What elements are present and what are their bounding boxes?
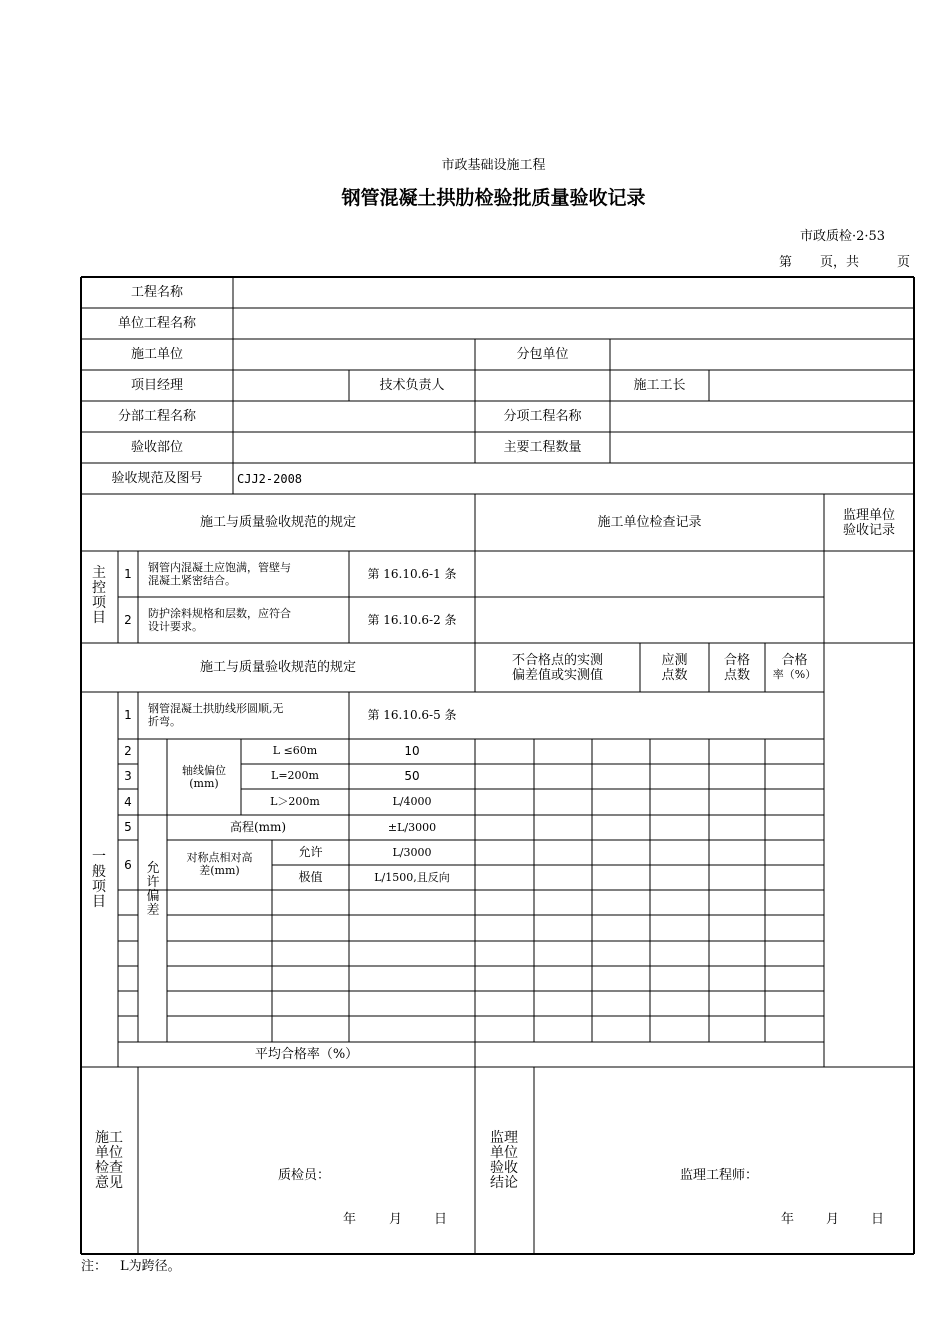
- supervision-header-1: 监理单位: [842, 508, 895, 523]
- inspector-label: 质检员：: [278, 1168, 331, 1183]
- main-rules-header: 施工与质量验收规范的规定: [199, 515, 356, 530]
- gen-row-3-cond: L=200m: [271, 769, 319, 782]
- general-rules-header: 施工与质量验收规范的规定: [199, 660, 356, 675]
- average-pass-rate-label: 平均合格率（%）: [254, 1047, 359, 1062]
- sym-allow-label: 允许: [298, 845, 323, 859]
- axis-label-2: (mm): [189, 777, 219, 790]
- gen-row-4-no: 4: [124, 795, 132, 809]
- measured-header-1: 不合格点的实测: [511, 653, 603, 668]
- should-header-2: 点数: [661, 668, 688, 683]
- should-header-1: 应测: [661, 653, 688, 668]
- sym-allow-value: L/3000: [392, 846, 432, 859]
- mc-item-1-text-2: 混凝土紧密结合。: [148, 574, 236, 587]
- constructor-opinion-label: 施工单位检查意见: [95, 1130, 123, 1191]
- label-main-quantity: 主要工程数量: [503, 440, 582, 455]
- mc-item-2-text-1: 防护涂料规格和层数，应符合: [148, 607, 291, 620]
- axis-label-1: 轴线偏位: [182, 764, 226, 777]
- page-label-di: 第: [779, 255, 793, 270]
- form-number: 市政质检·2·53: [800, 229, 886, 244]
- check-record-header: 施工单位检查记录: [597, 515, 702, 530]
- main-control-label: 主控项目: [92, 565, 106, 626]
- rate-header-2: 率（%）: [772, 668, 817, 681]
- constructor-month: 月: [389, 1212, 403, 1227]
- engineer-label: 监理工程师：: [680, 1168, 759, 1183]
- label-division-name: 分部工程名称: [117, 409, 196, 424]
- label-subitem-name: 分项工程名称: [503, 409, 582, 424]
- measured-header-2: 偏差值或实测值: [511, 668, 603, 683]
- supervision-year: 年: [781, 1212, 795, 1227]
- constructor-day: 日: [434, 1212, 448, 1227]
- label-tech-lead: 技术负责人: [379, 378, 445, 393]
- sym-limit-label: 极值: [298, 870, 323, 884]
- supervision-header-2: 验收记录: [842, 523, 895, 538]
- supervision-conclusion-label: 监理单位验收结论: [490, 1130, 518, 1191]
- form-subtitle: 市政基础设施工程: [441, 158, 546, 173]
- label-project-manager: 项目经理: [130, 378, 183, 393]
- sym-label-2: 差(mm): [199, 864, 240, 877]
- label-spec: 验收规范及图号: [111, 471, 203, 486]
- sym-label-1: 对称点相对高: [186, 851, 253, 864]
- page-label-ye-gong: 页，共: [820, 255, 860, 270]
- label-acceptance-part: 验收部位: [130, 440, 183, 455]
- passed-header-2: 点数: [723, 668, 750, 683]
- form-title: 钢管混凝土拱肋检验批质量验收记录: [341, 187, 646, 209]
- label-construction-unit: 施工单位: [130, 347, 183, 362]
- note-text: L为跨径。: [120, 1259, 181, 1274]
- label-project-name: 工程名称: [130, 285, 183, 300]
- gen-item-1-text-2: 折弯。: [148, 715, 181, 728]
- gen-row-5-no: 5: [124, 820, 132, 834]
- page-label-ye: 页: [897, 255, 911, 270]
- note-label: 注：: [81, 1259, 108, 1274]
- passed-header-1: 合格: [723, 653, 750, 668]
- allow-deviation-label: 允许偏差: [146, 861, 160, 918]
- gen-item-1-text-1: 钢管混凝土拱肋线形圆顺,无: [148, 702, 284, 715]
- label-foreman: 施工工长: [633, 378, 686, 393]
- mc-item-1-clause: 第 16.10.6-1 条: [367, 567, 457, 581]
- gen-row-6-no: 6: [124, 858, 132, 872]
- mc-item-1-text-1: 钢管内混凝土应饱满，管壁与: [148, 561, 291, 574]
- constructor-year: 年: [343, 1212, 357, 1227]
- gen-item-1-clause: 第 16.10.6-5 条: [367, 708, 457, 722]
- rate-header-1: 合格: [781, 653, 808, 668]
- label-unit-project-name: 单位工程名称: [117, 316, 196, 331]
- spec-value: CJJ2-2008: [237, 472, 303, 486]
- gen-row-2-no: 2: [124, 744, 132, 758]
- gen-row-4-cond: L＞200m: [270, 795, 320, 808]
- general-label: 一般项目: [92, 849, 106, 910]
- label-subcontract-unit: 分包单位: [516, 347, 569, 362]
- mc-item-2-clause: 第 16.10.6-2 条: [367, 613, 457, 627]
- supervision-month: 月: [826, 1212, 840, 1227]
- gen-row-4-value: L/4000: [392, 795, 432, 808]
- sym-limit-value: L/1500,且反向: [374, 871, 450, 884]
- gen-row-2-cond: L ≤60m: [272, 744, 318, 757]
- supervision-day: 日: [871, 1212, 885, 1227]
- gen-row-3-value: 50: [404, 769, 420, 783]
- gen-item-1-no: 1: [124, 708, 132, 722]
- mc-item-2-no: 2: [124, 613, 132, 627]
- elevation-value: ±L/3000: [387, 821, 437, 834]
- mc-item-1-no: 1: [124, 567, 132, 581]
- elevation-label: 高程(mm): [229, 820, 287, 834]
- mc-item-2-text-2: 设计要求。: [148, 620, 203, 633]
- gen-row-3-no: 3: [124, 769, 132, 783]
- gen-row-2-value: 10: [404, 744, 420, 758]
